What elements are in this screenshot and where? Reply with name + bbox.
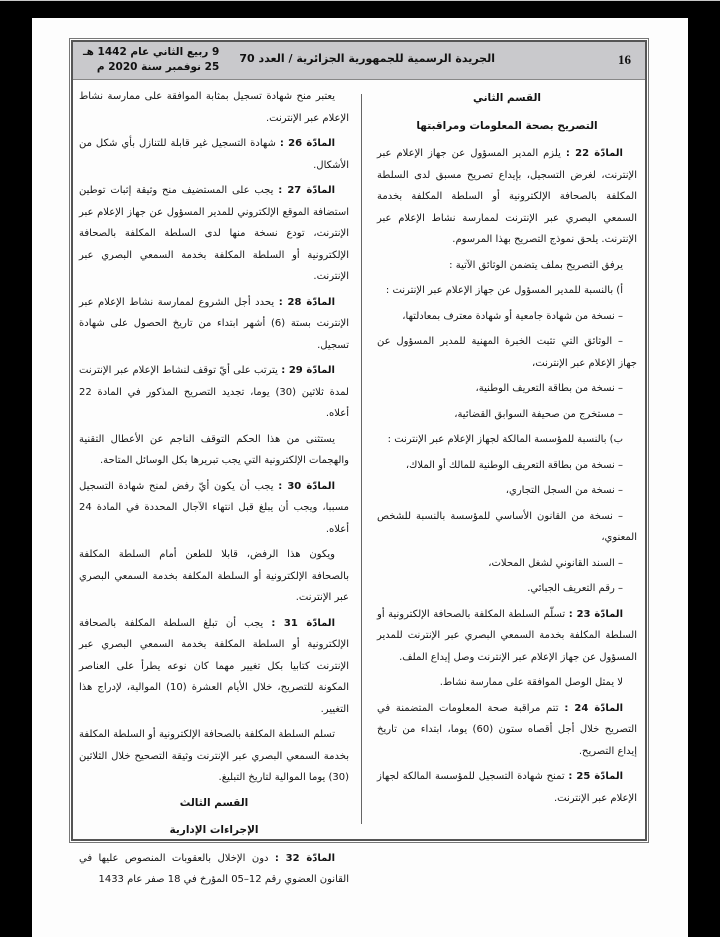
left-column xyxy=(79,86,349,895)
group-a-heading: أ) بالنسبة للمدير المسؤول عن جهاز الإعلام عبر الإنترنت : xyxy=(385,285,623,296)
list-item: – الوثائق التي تثبت الخبرة المهنية للمدير المسؤول عن جهاز الإعلام عبر الإنترنت، xyxy=(377,336,637,369)
article-text: يترتب على أيّ توقف لنشاط الإعلام عبر الإنترنت لمدة ثلاثين (30) يوما، تجديد التصريح المذكور في المادة 22 أعلاه. xyxy=(79,365,349,419)
section-title: القسم الثاني xyxy=(472,92,541,104)
article-label: المادّة 31 : xyxy=(271,617,335,629)
article-text: يلزم المدير المسؤول عن جهاز الإعلام عبر الإنترنت، لغرض التسجيل، بإيداع تصريح مسبق لدى السلطة المكلفة بالصحافة الإلكترونية أو السلطة المكلفة بخدمة السمعي البصري عبر الإنترنت لممارسة نشاط الإعلام عبر الإنترنت. يلحق نموذج التصريح بهذا المرسوم. xyxy=(377,148,637,245)
article-31-followup: تسلم السلطة المكلفة بالصحافة الإلكترونية أو السلطة المكلفة بخدمة السمعي البصري عبر الإنترنت وثيقة التصحيح خلال الثلاثين (30) يوما الموالية لتاريخ التبليغ. xyxy=(79,729,349,783)
article-24 xyxy=(377,698,637,763)
article-22 xyxy=(377,143,637,251)
article-28 xyxy=(79,292,349,357)
page-number: 16 xyxy=(618,52,631,67)
attachments-intro: يرفق التصريح بملف يتضمن الوثائق الآتية : xyxy=(449,259,623,271)
intro-paragraph: يعتبر منح شهادة تسجيل بمثابة الموافقة على ممارسة نشاط الإعلام عبر الإنترنت. xyxy=(79,91,349,124)
group-b-heading: ب) بالنسبة للمؤسسة المالكة لجهاز الإعلام عبر الإنترنت : xyxy=(387,434,623,445)
issue-date xyxy=(83,45,219,75)
column-divider xyxy=(361,94,362,824)
article-23 xyxy=(377,604,637,669)
article-text: تسلّم السلطة المكلفة بالصحافة الإلكترونية أو السلطة المكلفة بخدمة السمعي البصري عبر الإنترنت للمدير المسؤول عن جهاز الإعلام عبر الإنترنت وصل إيداع الملف. xyxy=(377,608,637,663)
list-item: – مستخرج من صحيفة السوابق القضائية، xyxy=(454,408,623,420)
article-text: تمنح شهادة التسجيل للمؤسسة المالكة لجهاز الإعلام عبر الإنترنت. xyxy=(377,771,637,804)
right-column xyxy=(377,86,637,813)
date-hijri: 9 ربيع الثاني عام 1442 هـ xyxy=(83,46,220,58)
article-27 xyxy=(79,180,349,288)
article-26 xyxy=(79,133,349,176)
section-subtitle: الإجراءات الإدارية xyxy=(169,824,259,836)
article-30 xyxy=(79,476,349,541)
article-text: تتم مراقبة صحة المعلومات المتضمنة في التصريح خلال أجل أقصاه ستون (60) يوما، ابتداء من تاريخ إيداع التصريح. xyxy=(377,702,638,757)
article-label: المادّة 28 : xyxy=(278,296,335,308)
article-25 xyxy=(377,766,637,809)
article-text: يجب أن يكون أيّ رفض لمنح شهادة التسجيل مسببا، ويجب أن يبلغ قبل انتهاء الآجال المحددة في المادة 24 أعلاه. xyxy=(79,480,349,535)
list-item: – رقم التعريف الجبائي. xyxy=(527,583,623,594)
article-text: يحدد أجل الشروع لممارسة نشاط الإعلام عبر الإنترنت بستة (6) أشهر ابتداء من تاريخ الحصول على شهادة تسجيل. xyxy=(79,296,349,351)
article-label: المادّة 26 : xyxy=(279,138,335,149)
gazette-title: الجريدة الرسمية للجمهورية الجزائرية / العدد 70 xyxy=(239,52,495,65)
article-29 xyxy=(79,360,349,425)
article-label: المادّة 30 : xyxy=(278,480,335,492)
top-edge-line xyxy=(0,0,720,1)
article-label: المادّة 32 : xyxy=(274,852,335,864)
list-item: – نسخة من شهادة جامعية أو شهادة معترف بمعادلتها، xyxy=(402,310,623,322)
article-label: المادّة 25 : xyxy=(568,771,623,782)
section-title: القسم الثالث xyxy=(179,796,249,809)
list-item: – السند القانوني لشغل المحلات، xyxy=(488,557,623,569)
article-text: دون الإخلال بالعقوبات المنصوص عليها في القانون العضوي رقم 12–05 المؤرخ في 18 صفر عام 1433 xyxy=(79,852,349,885)
gazette-page xyxy=(32,18,688,937)
article-32 xyxy=(79,848,349,891)
article-label: المادّة 24 : xyxy=(564,702,623,714)
article-31 xyxy=(79,613,349,721)
article-text: شهادة التسجيل غير قابلة للتنازل بأي شكل من الأشكال. xyxy=(79,138,349,171)
article-text: يجب على المستضيف منح وثيقة إثبات توطين استضافة الموقع الإلكتروني للمدير المسؤول عن جهاز الإعلام عبر الإنترنت، تودع نسخة منها لدى السلطة المكلفة بالصحافة الإلكترونية أو السلطة المكلفة بخدمة السمعي البصري عبر الإنترنت. xyxy=(79,185,349,282)
list-item: – نسخة من بطاقة التعريف الوطنية للمالك أو الملاك، xyxy=(405,459,623,471)
page-header xyxy=(73,42,645,80)
article-30-appeal: ويكون هذا الرفض، قابلا للطعن أمام السلطة المكلفة بالصحافة الإلكترونية أو السلطة المكلفة بخدمة السمعي البصري عبر الإنترنت. xyxy=(79,549,349,603)
article-label: المادّة 27 : xyxy=(278,185,335,196)
page-frame xyxy=(71,40,647,885)
article-text: يجب أن تبلغ السلطة المكلفة بالصحافة الإلكترونية أو السلطة المكلفة بخدمة السمعي البصري عبر الإنترنت كتابيا بكل تغيير مهما كان نوعه يطرأ على العناصر المكونة للتصريح، خلال الأيام العشرة (10) الموالية، لإدراج هذا التغيير. xyxy=(79,617,349,715)
article-label: المادّة 22 : xyxy=(565,148,623,159)
list-item: – نسخة من بطاقة التعريف الوطنية، xyxy=(475,383,623,394)
date-gregorian: 25 نوفمبر سنة 2020 م xyxy=(96,61,220,73)
article-label: المادّة 29 : xyxy=(281,365,335,376)
list-item: – نسخة من القانون الأساسي للمؤسسة بالنسبة للشخص المعنوي، xyxy=(377,510,637,543)
section-subtitle: التصريح بصحة المعلومات ومراقبتها xyxy=(416,119,598,132)
article-23-note: لا يمثل الوصل الموافقة على ممارسة نشاط. xyxy=(439,677,623,688)
article-29-exception: يستثنى من هذا الحكم التوقف الناجم عن الأعطال التقنية والهجمات الإلكترونية التي يجب تبريرها بكل الوسائل المتاحة. xyxy=(79,433,349,466)
article-label: المادّة 23 : xyxy=(568,608,623,620)
list-item: – نسخة من السجل التجاري، xyxy=(505,485,623,496)
